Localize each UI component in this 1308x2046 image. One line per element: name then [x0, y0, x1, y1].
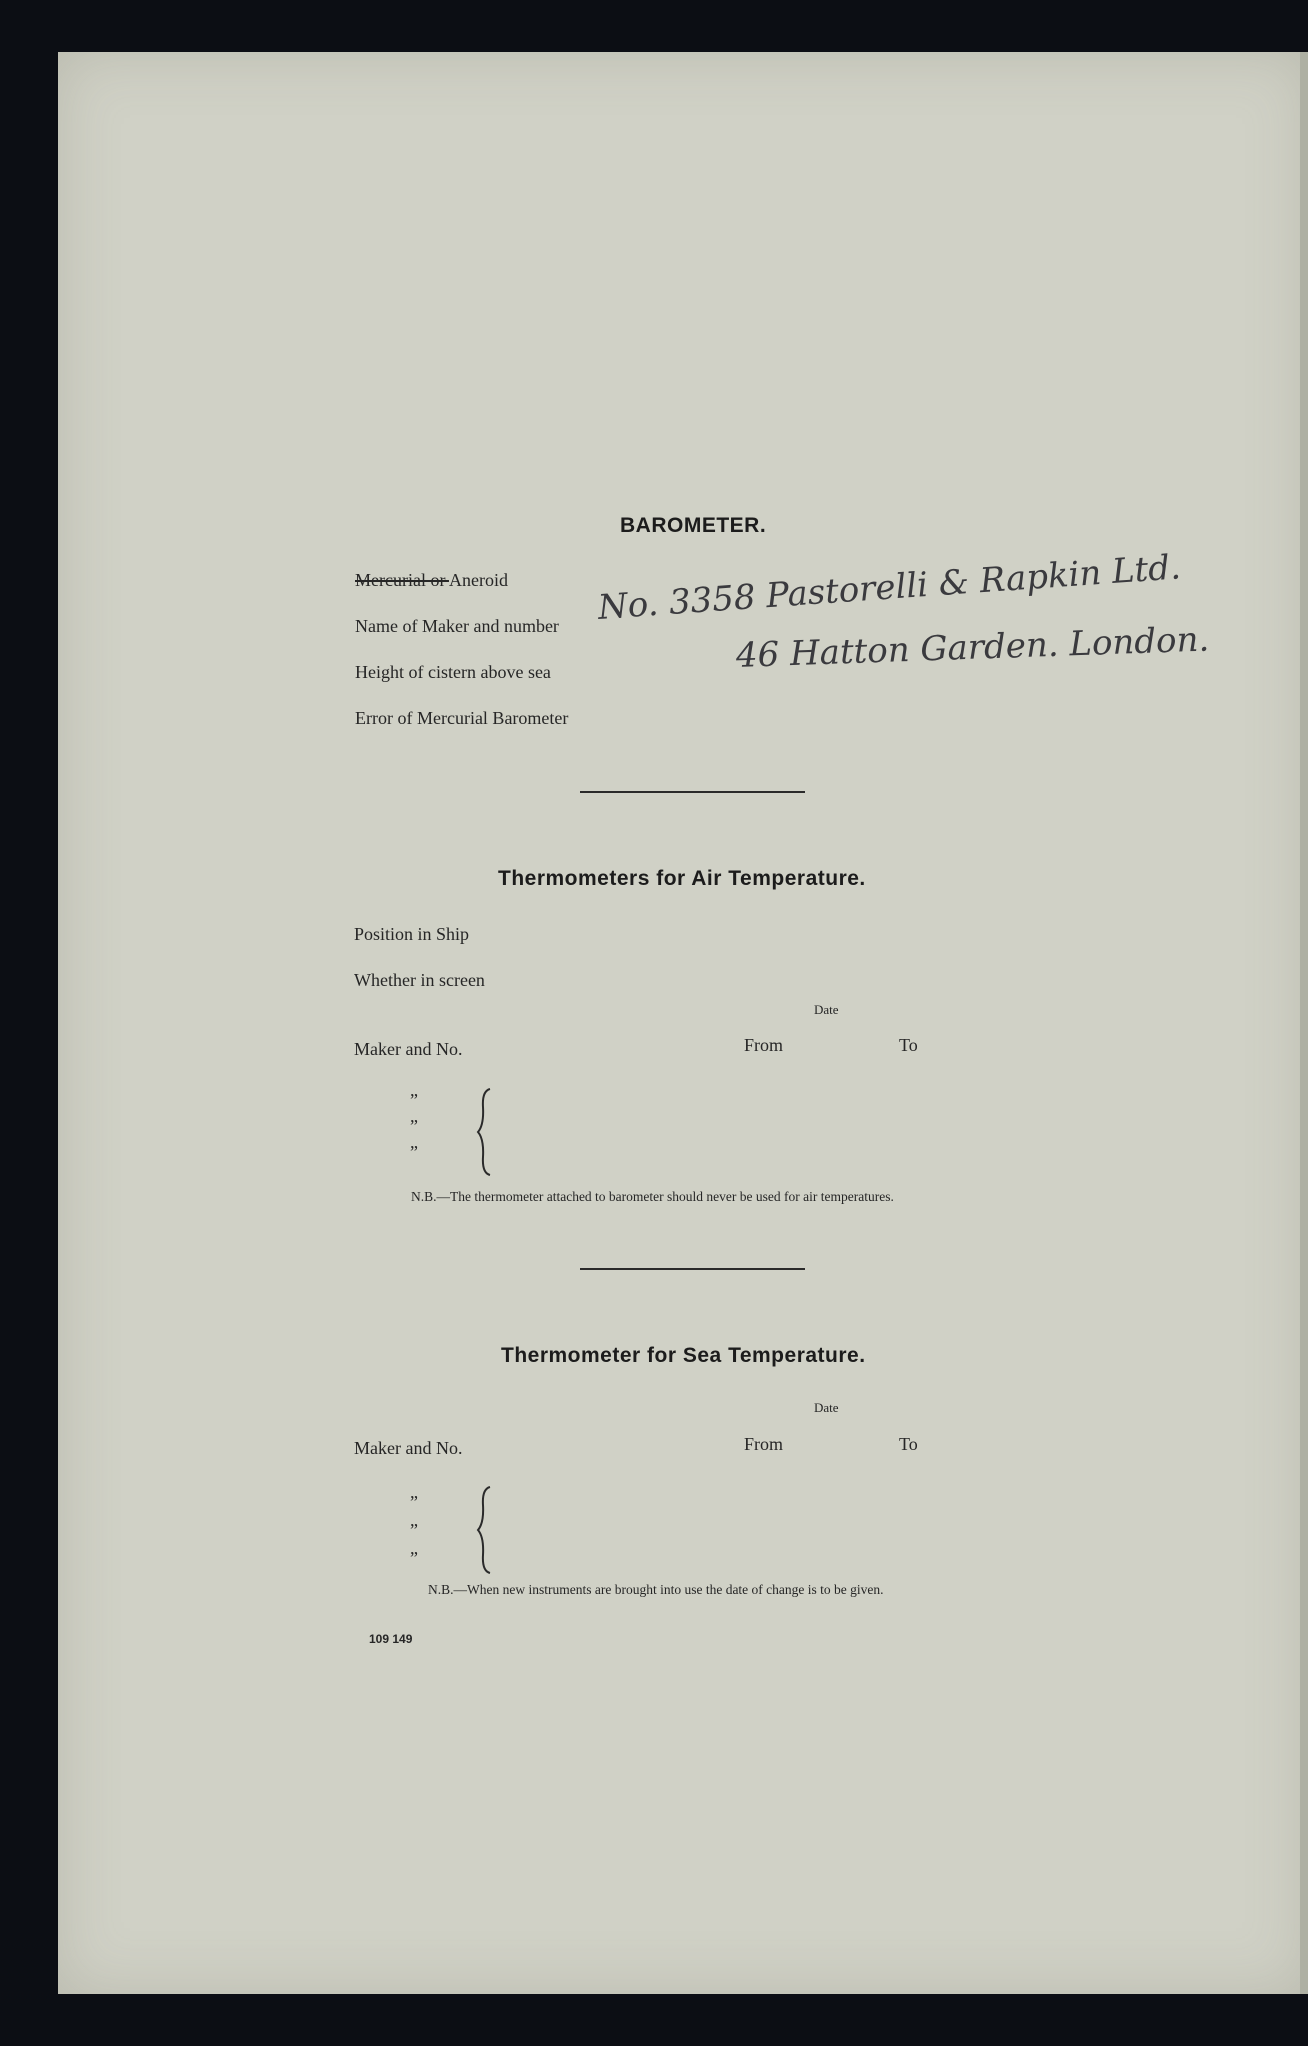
- barometer-maker-label: Name of Maker and number: [355, 616, 559, 636]
- sea-ditto-mark: ”: [410, 1492, 418, 1512]
- barometer-height-label: Height of cistern above sea: [355, 662, 551, 682]
- sea-date-label: Date: [814, 1400, 839, 1415]
- sea-to-label: To: [899, 1434, 918, 1454]
- air-ditto-mark: ”: [410, 1116, 418, 1136]
- barometer-title: BAROMETER.: [620, 514, 767, 537]
- air-screen-label: Whether in screen: [354, 970, 485, 990]
- sea-from-label: From: [744, 1434, 784, 1454]
- air-section-title: Thermometers for Air Temperature.: [498, 867, 866, 890]
- page-edge: [1300, 52, 1308, 1994]
- air-to-label: To: [899, 1035, 918, 1055]
- air-ditto-mark: ”: [410, 1090, 418, 1110]
- air-brace-icon: [476, 1087, 496, 1177]
- sea-maker-label: Maker and No.: [354, 1438, 463, 1458]
- sea-brace-icon: [476, 1485, 496, 1575]
- air-from-label: From: [744, 1035, 784, 1055]
- sea-section-title: Thermometer for Sea Temperature.: [501, 1344, 866, 1367]
- air-maker-label: Maker and No.: [354, 1039, 463, 1059]
- handwritten-maker-line1: No. 3358 Pastorelli & Rapkin Ltd.: [596, 547, 1183, 628]
- section-divider: [580, 791, 805, 793]
- barometer-type: [355, 570, 508, 591]
- section-divider: [580, 1268, 805, 1270]
- air-date-label: Date: [814, 1002, 839, 1017]
- handwritten-maker-line2: 46 Hatton Garden. London.: [735, 619, 1210, 676]
- sea-ditto-mark: ”: [410, 1548, 418, 1568]
- air-note: N.B.—The thermometer attached to barometer should never be used for air temperatures.: [411, 1189, 894, 1204]
- form-code: 109 149: [369, 1632, 413, 1646]
- sea-ditto-mark: ”: [410, 1520, 418, 1540]
- air-position-label: Position in Ship: [354, 924, 470, 944]
- barometer-error-label: Error of Mercurial Barometer: [355, 708, 569, 728]
- form-page: [58, 52, 1308, 1994]
- barometer-type-kept: Aneroid: [448, 570, 508, 590]
- barometer-type-struck: Mercurial or: [355, 570, 449, 590]
- air-ditto-mark: ”: [410, 1142, 418, 1162]
- sea-note: N.B.—When new instruments are brought into use the date of change is to be given.: [428, 1582, 884, 1597]
